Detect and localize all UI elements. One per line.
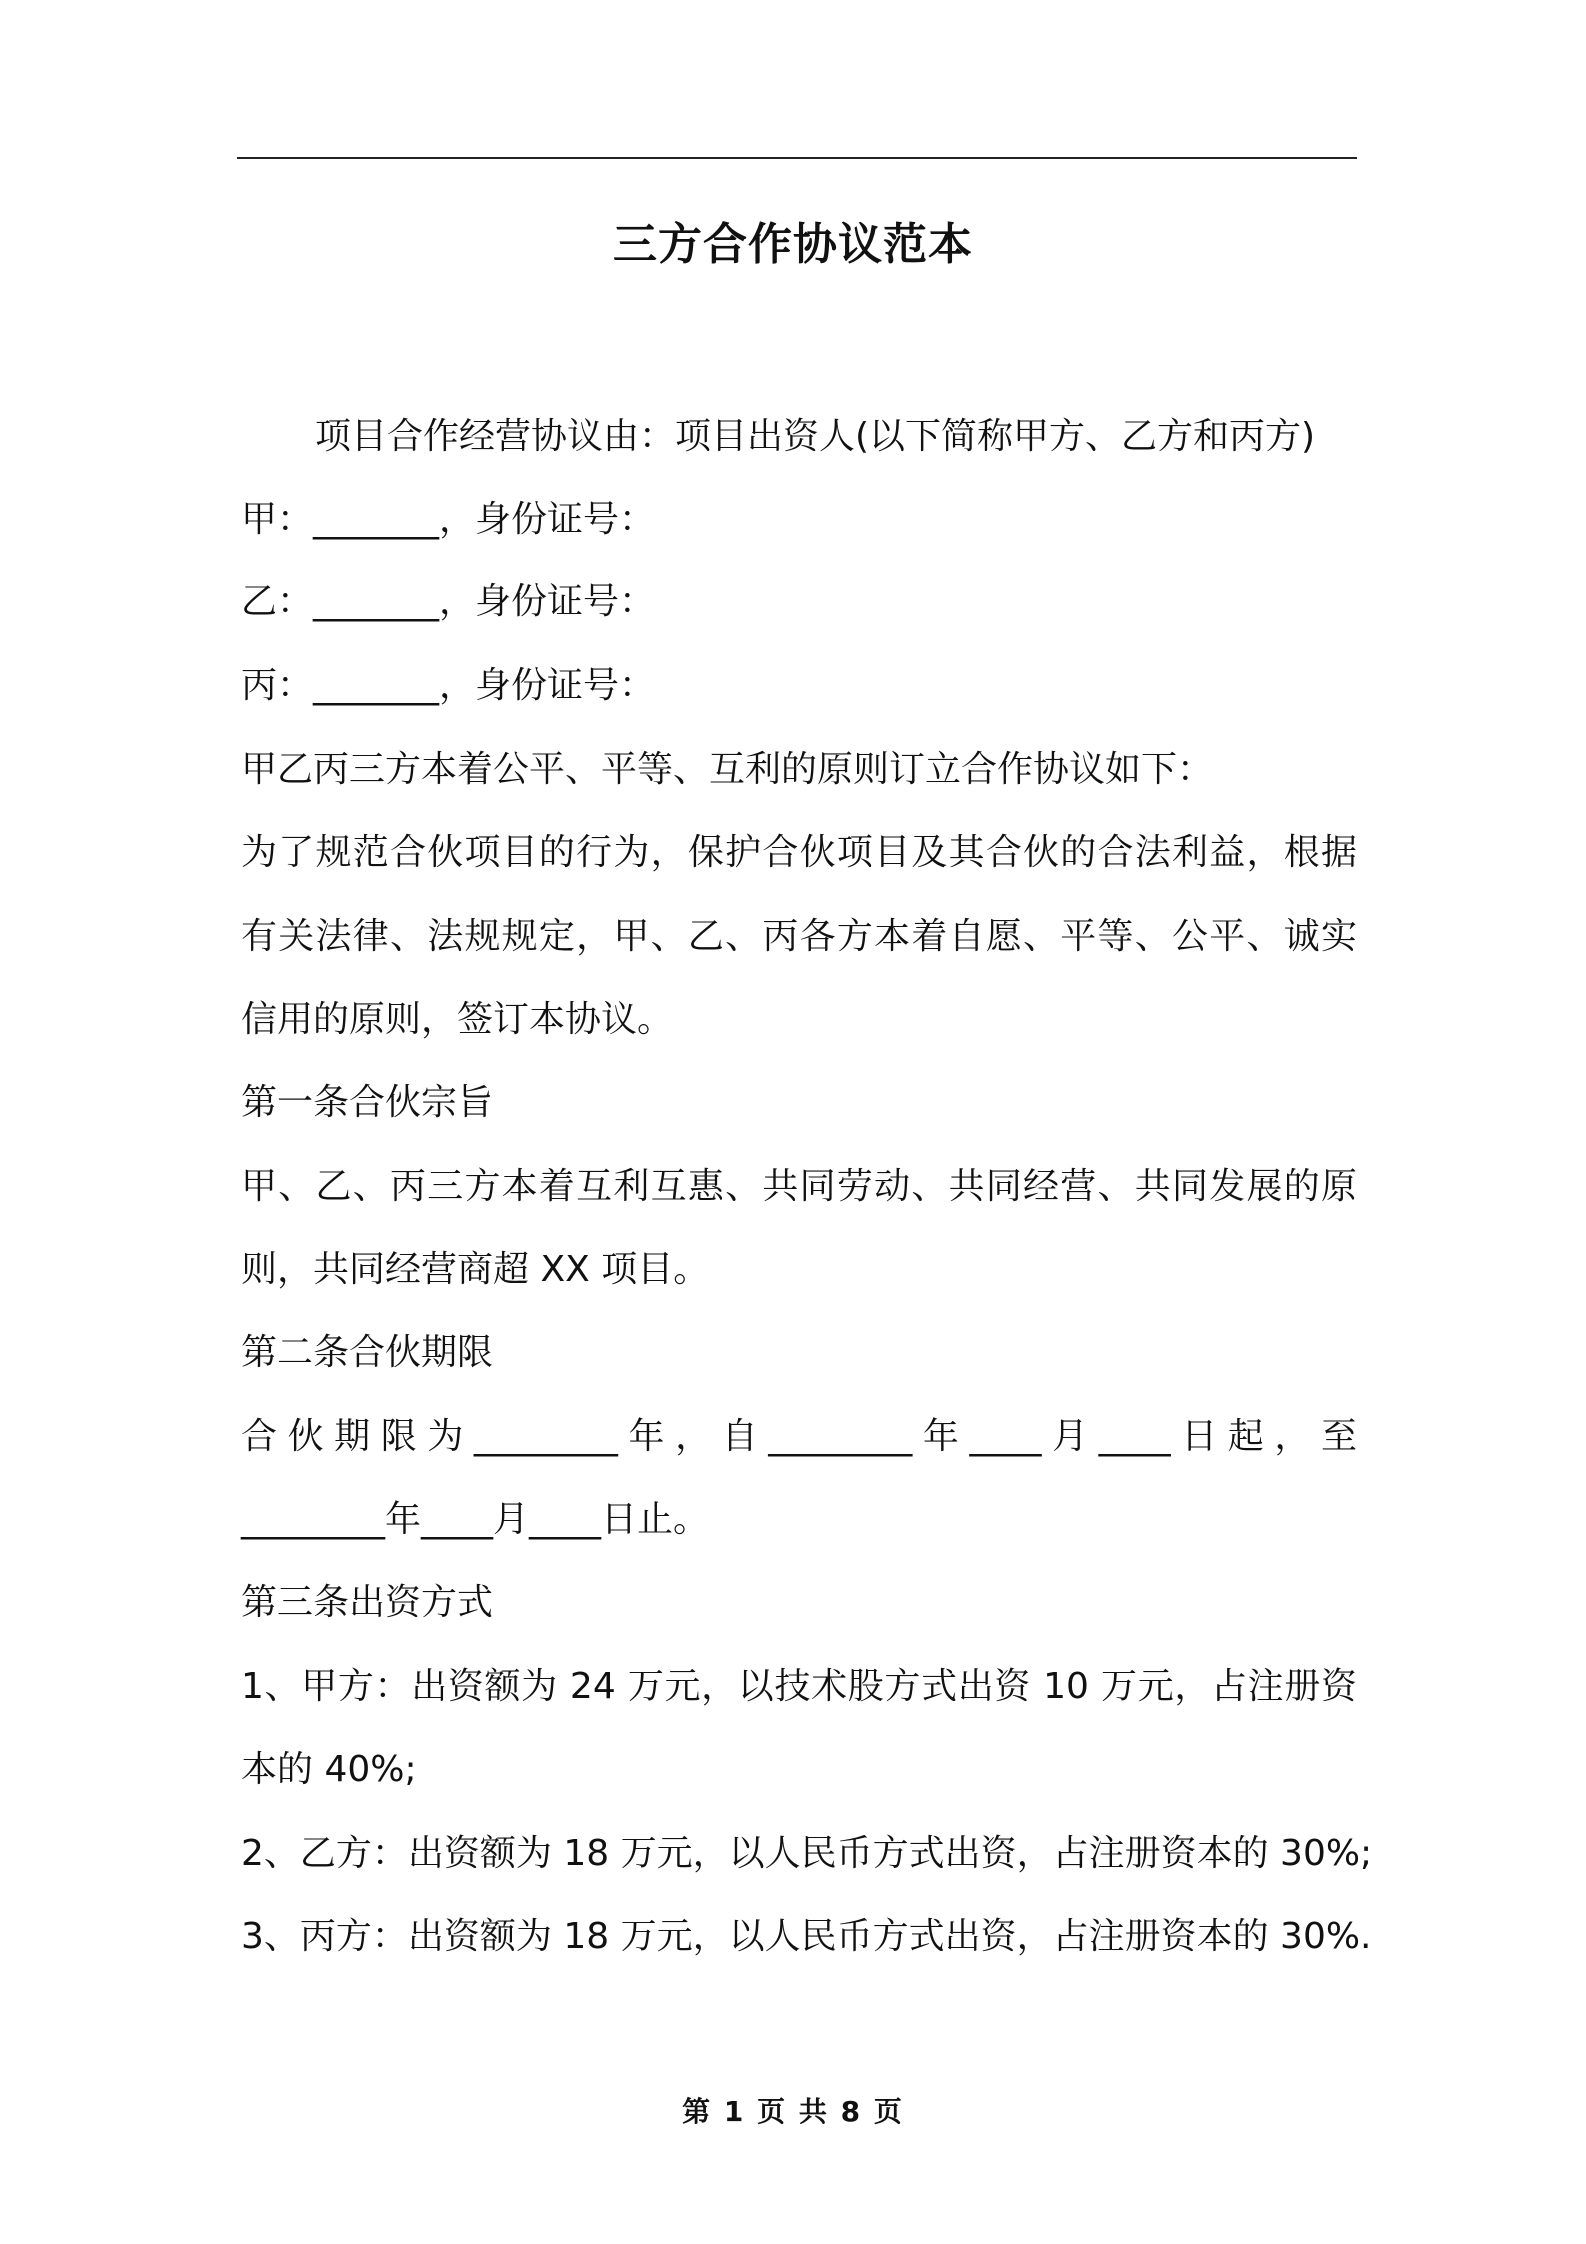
article-2-heading: 第二条合伙期限 — [241, 1332, 494, 1373]
agreement-intro-line: 甲乙丙三方本着公平、平等、互利的原则订立合作协议如下： — [241, 749, 1214, 790]
purpose-paragraph-line-1: 为了规范合伙项目的行为，保护合伙项目及其合伙的合法利益，根据 — [241, 832, 1357, 873]
article-2-text-line-1: 合伙期限为________年，自________年____月____日起，至 — [241, 1416, 1357, 1457]
party-b-line: 乙：_______，身份证号： — [241, 581, 656, 622]
page-number: 第 1 页 共 8 页 — [682, 2095, 904, 2128]
article-3-item-1-line-1: 1、甲方：出资额为 24 万元，以技术股方式出资 10 万元，占注册资 — [241, 1666, 1357, 1707]
party-a-line: 甲：_______，身份证号： — [241, 499, 656, 540]
article-3-item-3: 3、丙方：出资额为 18 万元，以人民币方式出资，占注册资本的 30%. — [241, 1916, 1372, 1957]
article-3-item-1-line-2: 本的 40%; — [241, 1749, 417, 1790]
article-1-heading: 第一条合伙宗旨 — [241, 1082, 494, 1123]
article-1-text-line-1: 甲、乙、丙三方本着互利互惠、共同劳动、共同经营、共同发展的原 — [241, 1166, 1357, 1207]
party-c-line: 丙：_______，身份证号： — [241, 665, 656, 706]
purpose-paragraph-line-2: 有关法律、法规规定，甲、乙、丙各方本着自愿、平等、公平、诚实 — [241, 916, 1357, 957]
purpose-paragraph-line-3: 信用的原则，签订本协议。 — [241, 999, 674, 1040]
article-3-item-2: 2、乙方：出资额为 18 万元，以人民币方式出资，占注册资本的 30%; — [241, 1833, 1373, 1874]
article-2-text-line-2: ________年____月____日止。 — [241, 1499, 710, 1540]
article-3-heading: 第三条出资方式 — [241, 1582, 494, 1623]
article-1-text-line-2: 则，共同经营商超 XX 项目。 — [241, 1249, 710, 1290]
intro-line: 项目合作经营协议由：项目出资人(以下简称甲方、乙方和丙方) — [315, 416, 1316, 457]
header-divider — [237, 157, 1357, 159]
document-title: 三方合作协议范本 — [613, 219, 973, 270]
